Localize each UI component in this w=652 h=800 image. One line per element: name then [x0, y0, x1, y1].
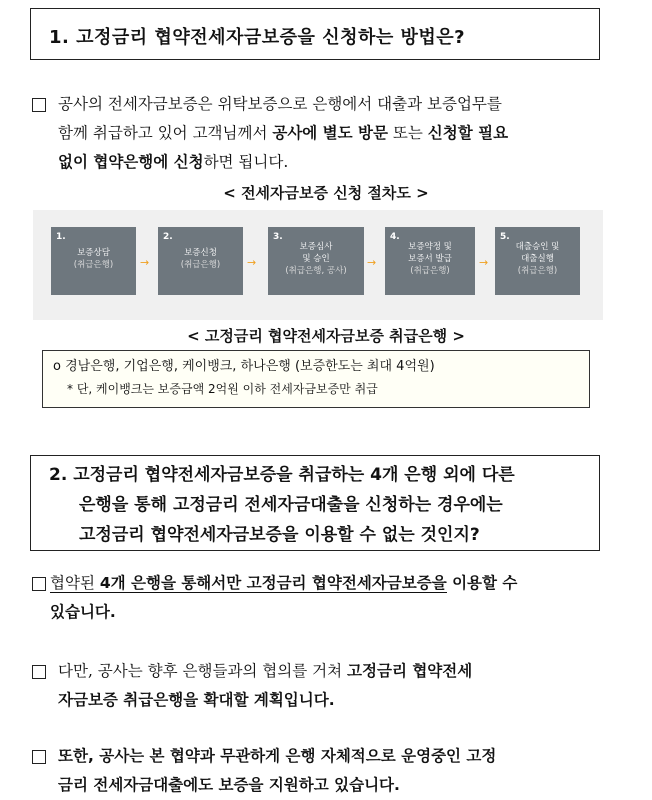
- question-2-line-1: 2. 고정금리 협약전세자금보증을 취급하는 4개 은행 외에 다른: [49, 465, 515, 485]
- step-title: 보증약정 및: [408, 242, 452, 252]
- procedure-step-2: [158, 227, 243, 295]
- question-2-line-3: 고정금리 협약전세자금보증을 이용할 수 없는 것인지?: [79, 525, 480, 545]
- answer-3-line-1: [58, 657, 472, 686]
- answer-1-bold: 신청할 필요: [427, 124, 509, 142]
- answer-1-line-2: [58, 119, 508, 148]
- answer-1-bold: 공사에 별도 방문: [272, 124, 388, 142]
- answer-3-line-2: 자금보증 취급은행을 확대할 계획입니다.: [58, 691, 335, 709]
- answer-3-text: 다만, 공사는 향후 은행들과의 협의를 거쳐: [58, 662, 348, 680]
- answer-1: [58, 90, 508, 177]
- procedure-caption: < 전세자금보증 신청 절차도 >: [223, 184, 429, 202]
- step-sub: (취급은행): [73, 260, 114, 270]
- step-title-line-2: 및 승인: [302, 254, 330, 264]
- answer-2-line-2: 있습니다.: [50, 603, 116, 621]
- step-title-line-2: 대출실행: [521, 254, 554, 264]
- answer-2-bold: 4개 은행을 통해서만 고정금리 협약전세자금보증을: [99, 574, 447, 592]
- procedure-step-3: [268, 227, 364, 295]
- answer-2: [50, 569, 517, 627]
- checkbox-bullet: [32, 577, 46, 591]
- answer-2-bold: 이용할 수: [446, 574, 518, 592]
- arrow-icon: →: [140, 256, 150, 269]
- question-1-box: [30, 8, 600, 60]
- question-1-title: 1. 고정금리 협약전세자금보증을 신청하는 방법은?: [49, 27, 466, 48]
- answer-4-line-2: 금리 전세자금대출에도 보증을 지원하고 있습니다.: [58, 776, 400, 794]
- step-title-line-2: 보증서 발급: [408, 254, 452, 264]
- step-sub: (취급은행): [517, 266, 558, 276]
- banks-box: [42, 350, 590, 408]
- procedure-step-1: [51, 227, 136, 295]
- step-title: 대출승인 및: [515, 242, 560, 252]
- banks-list: o 경남은행, 기업은행, 케이뱅크, 하나은행 (보증한도는 최대 4억원): [53, 359, 435, 374]
- answer-3: [58, 657, 472, 715]
- question-2-line-2: 은행을 통해 고정금리 전세자금대출을 신청하는 경우에는: [79, 495, 503, 515]
- question-2-box: [30, 455, 600, 551]
- answer-1-text: 함께 취급하고 있어 고객님께서: [58, 124, 273, 142]
- arrow-icon: →: [479, 256, 489, 269]
- answer-4: [58, 742, 496, 800]
- answer-2-line-1: [50, 569, 517, 598]
- step-title: 보증신청: [184, 248, 217, 258]
- answer-2-text: 협약된: [50, 574, 100, 592]
- procedure-step-5: [495, 227, 580, 295]
- arrow-icon: →: [247, 256, 257, 269]
- answer-1-text: 또는: [387, 124, 428, 142]
- step-number: 1.: [56, 232, 66, 242]
- step-number: 2.: [163, 232, 173, 242]
- arrow-icon: →: [367, 256, 377, 269]
- answer-1-text: 하면 됩니다.: [203, 153, 289, 171]
- step-number: 5.: [500, 232, 510, 242]
- step-number: 3.: [273, 232, 283, 242]
- banks-caption: < 고정금리 협약전세자금보증 취급은행 >: [187, 327, 465, 345]
- checkbox-bullet: [32, 750, 46, 764]
- step-sub: (취급은행): [410, 266, 450, 276]
- answer-1-line-3: [58, 148, 508, 177]
- checkbox-bullet: [32, 98, 46, 112]
- checkbox-bullet: [32, 665, 46, 679]
- step-number: 4.: [390, 232, 400, 242]
- procedure-step-4: [385, 227, 475, 295]
- banks-note: * 단, 케이뱅크는 보증금액 2억원 이하 전세자금보증만 취급: [67, 382, 378, 396]
- procedure-diagram: [33, 210, 603, 320]
- step-title: 보증심사: [299, 242, 333, 252]
- answer-1-line-1: 공사의 전세자금보증은 위탁보증으로 은행에서 대출과 보증업무를: [58, 95, 502, 113]
- answer-3-bold: 고정금리 협약전세: [347, 662, 473, 680]
- step-sub: (취급은행): [180, 260, 221, 270]
- answer-4-line-1: 또한, 공사는 본 협약과 무관하게 은행 자체적으로 운영중인 고정: [58, 747, 497, 765]
- step-title: 보증상담: [77, 248, 110, 258]
- step-sub: (취급은행, 공사): [285, 266, 347, 276]
- answer-1-bold: 없이 협약은행에 신청: [58, 153, 204, 171]
